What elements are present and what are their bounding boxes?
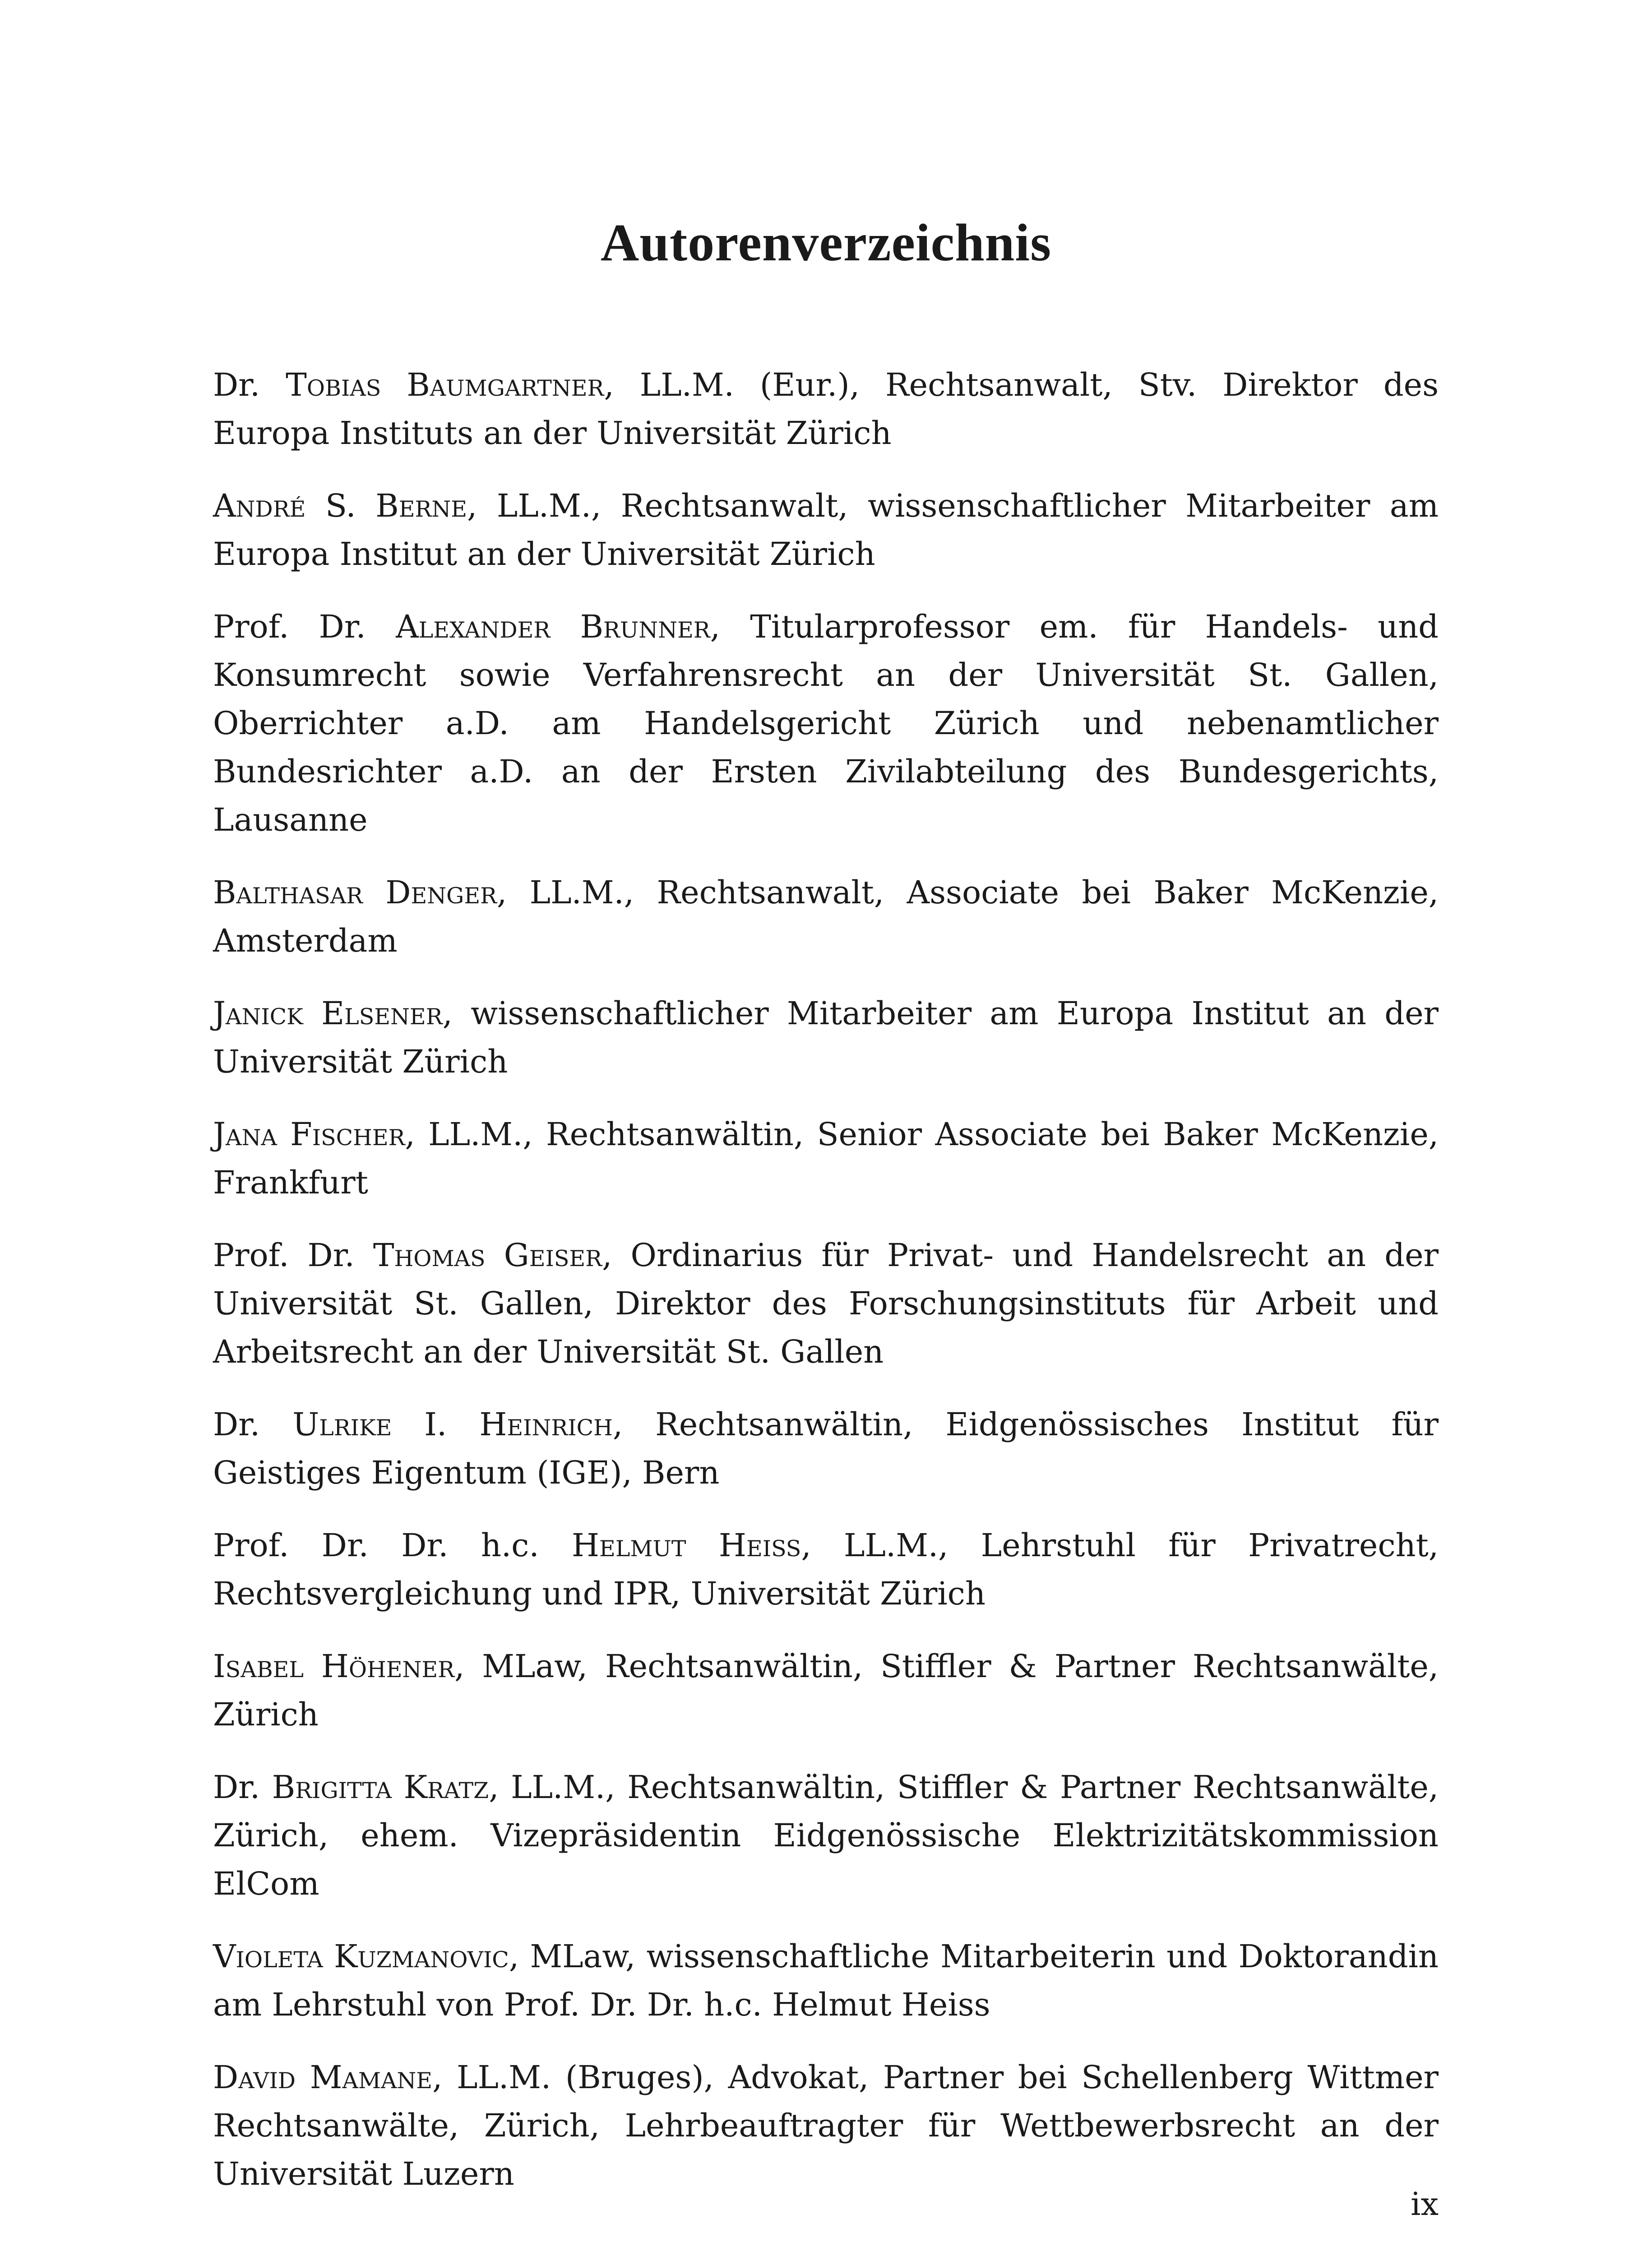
author-name: André S. Berne bbox=[213, 487, 467, 524]
author-name: Alexander Brunner bbox=[396, 608, 710, 645]
author-name: Thomas Geiser bbox=[373, 1237, 602, 1274]
author-name: Jana Fischer bbox=[213, 1116, 405, 1153]
author-description: , LL.M., Rechtsanwalt, Associate bei Baker McKenzie, Amsterdam bbox=[213, 874, 1439, 959]
author-description: , Rechtsanwältin, Eidgenössisches Institut für Geistiges Eigentum (IGE), Bern bbox=[213, 1406, 1439, 1491]
author-description: , LL.M., Lehrstuhl für Privatrecht, Rechtsvergleichung und IPR, Universität Zürich bbox=[213, 1527, 1439, 1612]
author-list bbox=[213, 361, 1439, 2223]
author-prefix: Prof. Dr. Dr. h.c. bbox=[213, 1527, 572, 1564]
author-prefix: Prof. Dr. bbox=[213, 1237, 373, 1274]
author-prefix: Dr. bbox=[213, 1769, 272, 1806]
author-name: Brigitta Kratz bbox=[272, 1769, 489, 1806]
author-description: , LL.M., Rechtsanwältin, Senior Associate bei Baker McKenzie, Frankfurt bbox=[213, 1116, 1439, 1201]
author-description: , Ordinarius für Privat- und Handelsrecht an der Universität St. Gallen, Direktor des Forschungsinstituts für Arbeit und Arbeitsrecht an der Universität St. Gallen bbox=[213, 1237, 1439, 1370]
author-name: Tobias Baumgartner bbox=[286, 366, 604, 403]
author-entry bbox=[213, 603, 1439, 844]
author-entry bbox=[213, 1401, 1439, 1497]
author-prefix: Dr. bbox=[213, 366, 286, 403]
author-name: David Mamane bbox=[213, 2059, 433, 2096]
author-entry bbox=[213, 1932, 1439, 2029]
author-description: , MLaw, wissenschaftliche Mitarbeiterin und Doktorandin am Lehrstuhl von Prof. Dr. Dr. h.c. Helmut Heiss bbox=[213, 1938, 1439, 2023]
author-entry bbox=[213, 1110, 1439, 1207]
author-prefix: Dr. bbox=[213, 1406, 293, 1443]
author-entry bbox=[213, 1521, 1439, 1618]
author-description: , LL.M., Rechtsanwältin, Stiffler & Partner Rechtsanwälte, Zürich, ehem. Vizepräsidentin Eidgenössische Elektrizitätskommission ElCom bbox=[213, 1769, 1439, 1902]
author-description: , Titularprofessor em. für Handels- und Konsumrecht sowie Verfahrensrecht an der Universität St. Gallen, Oberrichter a.D. am Handelsgericht Zürich und nebenamtlicher Bundesrichter a.D. an der Ersten Zivilabteilung des Bundesgerichts, Lausanne bbox=[213, 608, 1439, 838]
author-name: Helmut Heiss bbox=[572, 1527, 801, 1564]
author-description: , LL.M. (Eur.), Rechtsanwalt, Stv. Direktor des Europa Instituts an der Universität Zürich bbox=[213, 366, 1439, 452]
author-description: , LL.M. (Bruges), Advokat, Partner bei Schellenberg Wittmer Rechtsanwälte, Zürich, Lehrbeauftragter für Wettbewerbsrecht an der Universität Luzern bbox=[213, 2059, 1439, 2192]
author-description: , LL.M., Rechtsanwalt, wissenschaftlicher Mitarbeiter am Europa Institut an der Universität Zürich bbox=[213, 487, 1439, 573]
author-name: Isabel Höhener bbox=[213, 1648, 455, 1685]
author-entry bbox=[213, 482, 1439, 578]
page-number: ix bbox=[1411, 2186, 1439, 2223]
author-name: Balthasar Denger bbox=[213, 874, 497, 911]
author-name: Janick Elsener bbox=[213, 995, 443, 1032]
author-entry bbox=[213, 2053, 1439, 2198]
author-description: , wissenschaftlicher Mitarbeiter am Europa Institut an der Universität Zürich bbox=[213, 995, 1439, 1080]
author-entry bbox=[213, 361, 1439, 458]
author-entry bbox=[213, 989, 1439, 1086]
author-name: Ulrike I. Heinrich bbox=[292, 1406, 613, 1443]
author-entry bbox=[213, 1231, 1439, 1376]
author-name: Violeta Kuzmanovic bbox=[213, 1938, 509, 1975]
author-description: , MLaw, Rechtsanwältin, Stiffler & Partner Rechtsanwälte, Zürich bbox=[213, 1648, 1439, 1733]
author-entry bbox=[213, 1642, 1439, 1739]
author-prefix: Prof. Dr. bbox=[213, 608, 396, 645]
author-entry bbox=[213, 869, 1439, 965]
author-entry bbox=[213, 1763, 1439, 1908]
page-title: Autorenverzeichnis bbox=[601, 213, 1051, 272]
